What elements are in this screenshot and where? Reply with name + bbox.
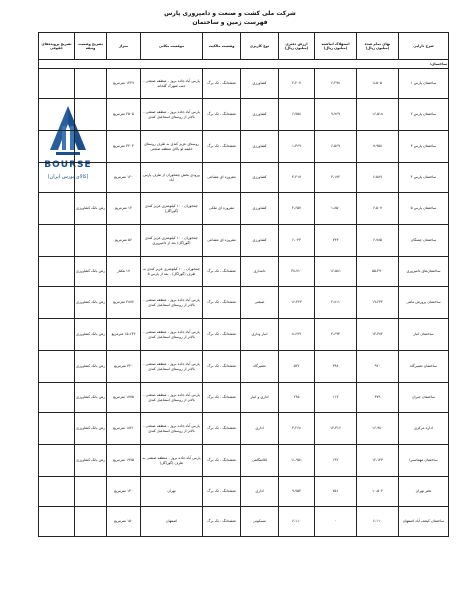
asset-cell: ساختمان مهمانسرا — [399, 445, 449, 477]
table-row — [39, 413, 449, 445]
usage-cell: اقامتگاهی — [241, 445, 279, 477]
area-cell: ۱۵۰ مترمربع — [107, 507, 141, 537]
document-title: فهرست زمین و ساختمان — [192, 19, 268, 26]
usage-cell: اداری — [241, 477, 279, 507]
legal-cell — [39, 131, 75, 163]
table-row — [39, 69, 449, 99]
collateral-cell: رهن بانک کشاورزی — [75, 287, 107, 319]
col-area: متراژ — [107, 33, 141, 60]
book-value-cell: ۳،۲۶۸ — [279, 413, 315, 445]
area-cell: ۱۳۲۹ مترمربع — [107, 69, 141, 99]
depreciation-cell: ۱،۸۵۰ — [315, 193, 357, 225]
ownership-cell: ششدانگ - تک برگ — [203, 131, 241, 163]
book-value-cell: ۲۶۵ — [279, 383, 315, 413]
depreciation-cell: ۴،۶۹۳ — [315, 319, 357, 351]
table-row — [39, 131, 449, 163]
col-depreciation: استهلاک انباشته (میلیون ریال) — [315, 33, 357, 60]
location-cell: ورودی بخش چمخوران از طرف پارس آباد — [141, 163, 203, 193]
asset-cell: ساختمان انبار — [399, 319, 449, 351]
location-cell: پارس آباد-جاده بروژ - منطقه صنعتی - بالاتر از روستای اسماعیل کندی — [141, 413, 203, 445]
location-cell: پارس آباد-جاده بروژ - منطقه صنعتی - بالاتر از روستای اسماعیل کندی — [141, 351, 203, 383]
collateral-cell: رهن بانک کشاورزی — [75, 257, 107, 287]
table-row — [39, 319, 449, 351]
area-cell: ۲۵۰۵ مترمربع — [107, 99, 141, 131]
depreciation-cell: ۱۶،۵۸۱ — [315, 257, 357, 287]
depreciation-cell: ۱۹۲ — [315, 445, 357, 477]
collateral-cell: رهن بانک کشاورزی — [75, 193, 107, 225]
ownership-cell: ششدانگ - تک برگ — [203, 257, 241, 287]
area-cell: ۱۷ هکتار — [107, 257, 141, 287]
legal-cell — [39, 193, 75, 225]
table-header-row — [39, 33, 449, 60]
location-cell: روستای عزیز کندی به طرف روستای خلیفه لو بالای منطقه صنعتی — [141, 131, 203, 163]
section-label: ساختمان: — [39, 60, 449, 69]
cost-cell: ۱۰،۵۰۴ — [357, 477, 399, 507]
asset-cell: ساختمان جیران — [399, 383, 449, 413]
asset-cell: ساختمان چمنگان — [399, 225, 449, 257]
cost-cell: ۱۳،۳۷۲ — [357, 319, 399, 351]
depreciation-cell: ۲،۸۱۱ — [315, 287, 357, 319]
ownership-cell: ششدانگ - تک برگ — [203, 99, 241, 131]
area-cell: ۳۲۰ مترمربع — [107, 351, 141, 383]
table-row — [39, 225, 449, 257]
cost-cell: ۶،۵۰۷ — [357, 193, 399, 225]
ownership-cell: ششدانگ - تک برگ — [203, 383, 241, 413]
book-value-cell: ۲،۲۰۷ — [279, 69, 315, 99]
book-value-cell: ۱۱،۹۵۱ — [279, 445, 315, 477]
usage-cell: اداری — [241, 413, 279, 445]
cost-cell: ۶،۷۸۵ — [357, 225, 399, 257]
book-value-cell: ۳۸،۷۱۰ — [279, 257, 315, 287]
collateral-cell — [75, 99, 107, 131]
collateral-cell — [75, 477, 107, 507]
collateral-cell — [75, 131, 107, 163]
cost-cell: ۱۹،۲۳۴ — [357, 287, 399, 319]
table-row — [39, 99, 449, 131]
cost-cell: ۳۷۹ — [357, 383, 399, 413]
usage-cell: کشاورزی — [241, 225, 279, 257]
logo-brand: BOURSE — [44, 160, 92, 170]
col-asset: شرح دارایی — [399, 33, 449, 60]
ownership-cell: مفروزه ای مشاعی — [203, 163, 241, 193]
cost-cell: ۶،۱۱۰ — [357, 507, 399, 537]
usage-cell: کشاورزی — [241, 69, 279, 99]
depreciation-cell: ۷۵۱ — [315, 477, 357, 507]
collateral-cell: رهن بانک کشاورزی — [75, 413, 107, 445]
asset-cell: ساختمان‌های دامپروری — [399, 257, 449, 287]
col-location: موقعیت مکانی — [141, 33, 203, 60]
legal-cell — [39, 99, 75, 131]
table-row — [39, 507, 449, 537]
section-row — [39, 60, 449, 69]
collateral-cell: رهن بانک کشاورزی — [75, 383, 107, 413]
location-cell: پارس آباد-جاده بروژ - منطقه صنعتی - بالاتر از روستای اسماعیل کندی — [141, 319, 203, 351]
legal-cell — [39, 507, 75, 537]
asset-cell: ساختمان پارس ۵ — [399, 193, 449, 225]
legal-cell — [39, 163, 75, 193]
col-cost: بهای تمام شده (میلیون ریال) — [357, 33, 399, 60]
location-cell: چمخوران - ۱۰ کیلومتری عزیز کندی (گوراگل) — [141, 193, 203, 225]
depreciation-cell: ۹،۷۶۹ — [315, 99, 357, 131]
depreciation-cell: ۶،۵۶۹ — [315, 131, 357, 163]
collateral-cell: رهن بانک کشاورزی — [75, 351, 107, 383]
cost-cell: ۷،۹۵۸ — [357, 131, 399, 163]
usage-cell: تعمیرگاه — [241, 351, 279, 383]
depreciation-cell: ۱۲،۳۱۶ — [315, 413, 357, 445]
collateral-cell — [75, 163, 107, 193]
ownership-cell: مفروزه ای ملکی — [203, 193, 241, 225]
legal-cell — [39, 257, 75, 287]
area-cell: ۱۸۲۱ مترمربع — [107, 413, 141, 445]
book-value-cell: ۸،۶۷۹ — [279, 319, 315, 351]
legal-cell — [39, 413, 75, 445]
cost-cell: ۶،۵۸۹ — [357, 163, 399, 193]
book-value-cell: ۶،۱۱۰ — [279, 507, 315, 537]
collateral-cell: رهن بانک کشاورزی — [75, 445, 107, 477]
depreciation-cell: ۳۹۸ — [315, 351, 357, 383]
usage-cell: کشاورزی — [241, 99, 279, 131]
table-row — [39, 383, 449, 413]
cost-cell: ۱۲،۱۴۳ — [357, 445, 399, 477]
land-building-table — [38, 32, 449, 537]
usage-cell: کشاورزی — [241, 131, 279, 163]
area-cell: ۳۲۰۳ مترمربع — [107, 131, 141, 163]
book-value-cell: ۴،۶۵۷ — [279, 193, 315, 225]
collateral-cell — [75, 69, 107, 99]
legal-cell — [39, 445, 75, 477]
area-cell: ۱۴ مترمربع — [107, 193, 141, 225]
area-cell: ۱۲۰ مترمربع — [107, 163, 141, 193]
usage-cell: دامداری — [241, 257, 279, 287]
asset-cell: ساختمان پرورش ماهی — [399, 287, 449, 319]
location-cell: چمخوران - ۱۰ کیلومتری عزیز کندی به طرف (گوراگل) - بعد از پارس ۵ — [141, 257, 203, 287]
table-row — [39, 257, 449, 287]
book-value-cell: ۵۲۲ — [279, 351, 315, 383]
book-value-cell: ۶،۰۴۳ — [279, 225, 315, 257]
col-ownership: وضعیت مالکیت — [203, 33, 241, 60]
book-value-cell: ۶،۷۵۸ — [279, 99, 315, 131]
asset-cell: ساختمان پارس ۳ — [399, 131, 449, 163]
table-row — [39, 287, 449, 319]
collateral-cell — [75, 225, 107, 257]
area-cell: ۵۶ مترمربع — [107, 225, 141, 257]
legal-cell — [39, 287, 75, 319]
asset-cell: ساختمان کیجف آباد اصفهان — [399, 507, 449, 537]
legal-cell — [39, 225, 75, 257]
location-cell: تهران — [141, 477, 203, 507]
depreciation-cell: ۳،۱۷۲ — [315, 163, 357, 193]
usage-cell: مسکونی — [241, 507, 279, 537]
depreciation-cell: ۱۱۳ — [315, 383, 357, 413]
usage-cell: کشاورزی — [241, 163, 279, 193]
area-cell: ۱۷۷۵ مترمربع — [107, 383, 141, 413]
legal-cell — [39, 351, 75, 383]
cost-cell: ۱۶،۹۸۰ — [357, 413, 399, 445]
cost-cell: ۸،۵۰۵ — [357, 69, 399, 99]
depreciation-cell: ۷۴۳ — [315, 225, 357, 257]
company-name: شرکت ملی کشت و صنعت و دامپروری پارس — [164, 10, 296, 17]
area-cell: ۱۹۹۵ مترمربع — [107, 445, 141, 477]
book-value-cell: ۹،۷۵۳ — [279, 477, 315, 507]
collateral-cell — [75, 507, 107, 537]
usage-cell: انبار وداری — [241, 319, 279, 351]
area-cell: ۴۸۷۷ مترمربع — [107, 287, 141, 319]
legal-cell — [39, 319, 75, 351]
cost-cell: ۹۲۰ — [357, 351, 399, 383]
col-legal: تشریح پرونده‌های حقوقی — [39, 33, 75, 60]
asset-cell: دفتر تهران — [399, 477, 449, 507]
ownership-cell: ششدانگ - تک برگ — [203, 445, 241, 477]
col-collateral: تشریح وضعیت وثیقه — [75, 33, 107, 60]
ownership-cell: ششدانگ - تک برگ — [203, 477, 241, 507]
col-usage: نوع کاربری — [241, 33, 279, 60]
location-cell: چمخوران - ۱۰ کیلومتری عزیز کندی (گوراگل) بعد از دامپروری — [141, 225, 203, 257]
legal-cell — [39, 477, 75, 507]
ownership-cell: ششدانگ - تک برگ — [203, 319, 241, 351]
logo-tagline: (کالای بورس ایران) — [47, 174, 89, 180]
ownership-cell: ششدانگ - تک برگ — [203, 287, 241, 319]
table-row — [39, 193, 449, 225]
ownership-cell: ششدانگ - تک برگ — [203, 413, 241, 445]
asset-cell: ساختمان پارس ۴ — [399, 163, 449, 193]
asset-cell: ساختمان تعمیرگاه — [399, 351, 449, 383]
table-row — [39, 445, 449, 477]
legal-cell — [39, 383, 75, 413]
usage-cell: اداری و انبار — [241, 383, 279, 413]
asset-cell: اداره مرکزی — [399, 413, 449, 445]
book-value-cell: ۱،۳۶۹ — [279, 131, 315, 163]
area-cell: ۱۳۰ مترمربع — [107, 477, 141, 507]
area-cell: ۱۵،۱۴۳ مترمربع — [107, 319, 141, 351]
usage-cell: کشاورزی — [241, 193, 279, 225]
legal-cell — [39, 69, 75, 99]
asset-cell: ساختمان پارس ۱ — [399, 69, 449, 99]
depreciation-cell: ۰ — [315, 507, 357, 537]
book-value-cell: ۳،۴۱۷ — [279, 163, 315, 193]
location-cell: پارس آباد-جاده بروژ - منطقه صنعتی به طرف (گوراگل) — [141, 445, 203, 477]
ownership-cell: ششدانگ - تک برگ — [203, 507, 241, 537]
location-cell: پارس آباد-جاده بروژ - منطقه صنعتی - بالاتر از روستای اسماعیل کندی — [141, 383, 203, 413]
ownership-cell: ششدانگ - تک برگ — [203, 69, 241, 99]
ownership-cell: مفروزه ای مشاعی — [203, 225, 241, 257]
location-cell: پارس آباد-جاده بروژ - منطقه صنعتی - بالاتر از روستای اسماعیل کندی — [141, 99, 203, 131]
ownership-cell: ششدانگ - تک برگ — [203, 351, 241, 383]
asset-cell: ساختمان پارس ۲ — [399, 99, 449, 131]
location-cell: اصفهان — [141, 507, 203, 537]
location-cell: پارس آباد-جاده بروژ - منطقه صنعتی - جنب شهرک گلخانه — [141, 69, 203, 99]
book-value-cell: ۱۶،۴۲۳ — [279, 287, 315, 319]
cost-cell: ۱۶،۵۱۸ — [357, 99, 399, 131]
table-row — [39, 351, 449, 383]
table-row — [39, 163, 449, 193]
depreciation-cell: ۶،۲۹۸ — [315, 69, 357, 99]
location-cell: پارس آباد-جاده بروژ - منطقه صنعتی - بالاتر از روستای اسماعیل کندی — [141, 287, 203, 319]
collateral-cell: رهن بانک کشاورزی — [75, 319, 107, 351]
table-row — [39, 477, 449, 507]
usage-cell: صنعتی — [241, 287, 279, 319]
cost-cell: ۵۵،۲۹۰ — [357, 257, 399, 287]
col-book-value: ارزش دفتری (میلیون ریال) — [279, 33, 315, 60]
